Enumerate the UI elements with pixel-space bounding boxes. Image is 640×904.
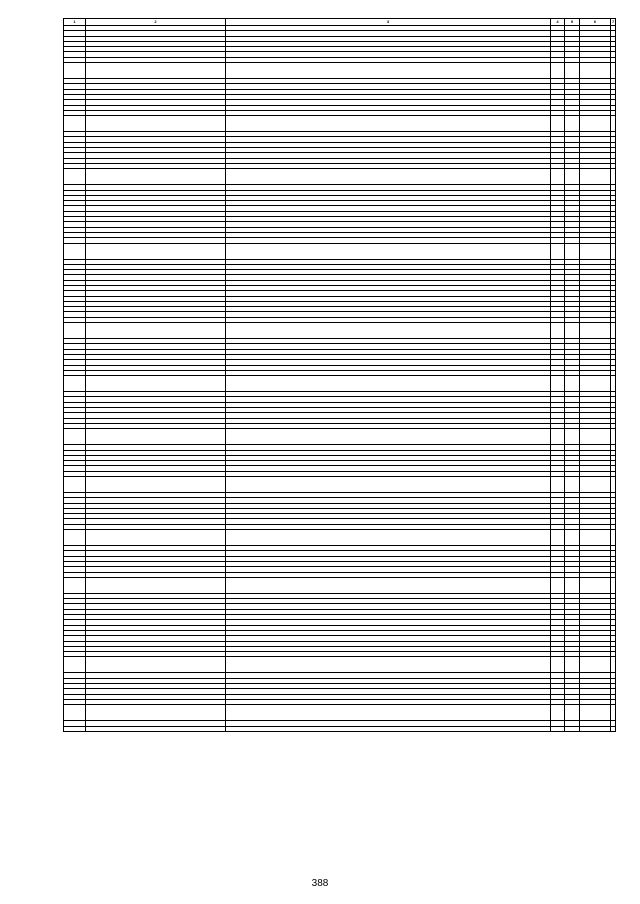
address-cell [86,243,226,259]
table-row [64,376,616,392]
year-cell [565,116,580,132]
table-row [64,477,616,493]
period-cell [580,530,611,546]
year-cell [551,657,565,673]
row-number [64,577,86,593]
table-row [64,577,616,593]
period-cell [580,657,611,673]
year-cell [565,169,580,185]
year-cell [565,705,580,721]
row-number [64,530,86,546]
table-row [64,429,616,445]
work-description-cell [226,323,551,339]
work-description-cell [226,243,551,259]
table-body [64,26,616,732]
work-description-cell [226,169,551,185]
year-cell [565,577,580,593]
address-cell [86,63,226,79]
work-description-cell [226,577,551,593]
work-description-cell [226,429,551,445]
flag-cell [611,726,616,731]
row-number [64,63,86,79]
period-cell [580,63,611,79]
row-number [64,116,86,132]
year-cell [551,243,565,259]
year-cell [551,477,565,493]
address-cell [86,376,226,392]
period-cell [580,705,611,721]
flag-cell [611,657,616,673]
address-cell [86,657,226,673]
address-cell [86,477,226,493]
table-row [64,243,616,259]
year-cell [565,323,580,339]
period-cell [580,116,611,132]
work-description-cell [226,376,551,392]
work-description-cell [226,116,551,132]
year-cell [565,429,580,445]
address-cell [86,530,226,546]
period-cell [580,169,611,185]
year-cell [565,63,580,79]
work-description-cell [226,705,551,721]
flag-cell [611,477,616,493]
column-header: 7 [612,19,615,25]
address-cell [86,169,226,185]
year-cell [551,169,565,185]
column-header: 5 [565,19,580,26]
row-number [64,243,86,259]
table-row [64,63,616,79]
address-cell [86,705,226,721]
work-description-cell [226,530,551,546]
table-row [64,116,616,132]
year-cell [565,530,580,546]
address-cell [86,726,226,731]
period-cell [580,243,611,259]
work-description-cell [226,726,551,731]
flag-cell [611,323,616,339]
document-page [63,18,615,732]
period-cell [580,323,611,339]
flag-cell [611,577,616,593]
table-row [64,657,616,673]
flag-cell [611,530,616,546]
table-row [64,726,616,731]
page-number: 388 [311,878,329,889]
column-header: 4 [551,19,565,26]
year-cell [551,376,565,392]
row-number [64,429,86,445]
year-cell [565,376,580,392]
row-number [64,376,86,392]
year-cell [551,726,565,731]
flag-cell [611,376,616,392]
year-cell [565,657,580,673]
year-cell [551,705,565,721]
row-number [64,726,86,731]
period-cell [580,477,611,493]
period-cell [580,577,611,593]
year-cell [551,63,565,79]
year-cell [565,477,580,493]
flag-cell [611,243,616,259]
period-cell [580,726,611,731]
work-description-cell [226,657,551,673]
flag-cell [611,169,616,185]
year-cell [551,116,565,132]
table-row [64,169,616,185]
works-register-table [63,18,616,732]
row-number [64,323,86,339]
address-cell [86,323,226,339]
table-header-row [64,19,616,26]
year-cell [551,323,565,339]
column-header: 6 [580,19,611,26]
flag-cell [611,116,616,132]
address-cell [86,429,226,445]
year-cell [565,243,580,259]
address-cell [86,577,226,593]
work-description-cell [226,63,551,79]
work-description-cell [226,477,551,493]
year-cell [551,429,565,445]
flag-cell [611,429,616,445]
table-row [64,705,616,721]
row-number [64,657,86,673]
row-number [64,477,86,493]
flag-cell [611,705,616,721]
row-number [64,705,86,721]
year-cell [565,726,580,731]
year-cell [551,577,565,593]
column-header: 3 [226,19,551,26]
address-cell [86,116,226,132]
year-cell [551,530,565,546]
row-number [64,169,86,185]
column-header: 2 [86,19,226,26]
period-cell [580,376,611,392]
flag-cell [611,63,616,79]
table-row [64,323,616,339]
table-row [64,530,616,546]
column-header: 1 [64,19,86,26]
period-cell [580,429,611,445]
